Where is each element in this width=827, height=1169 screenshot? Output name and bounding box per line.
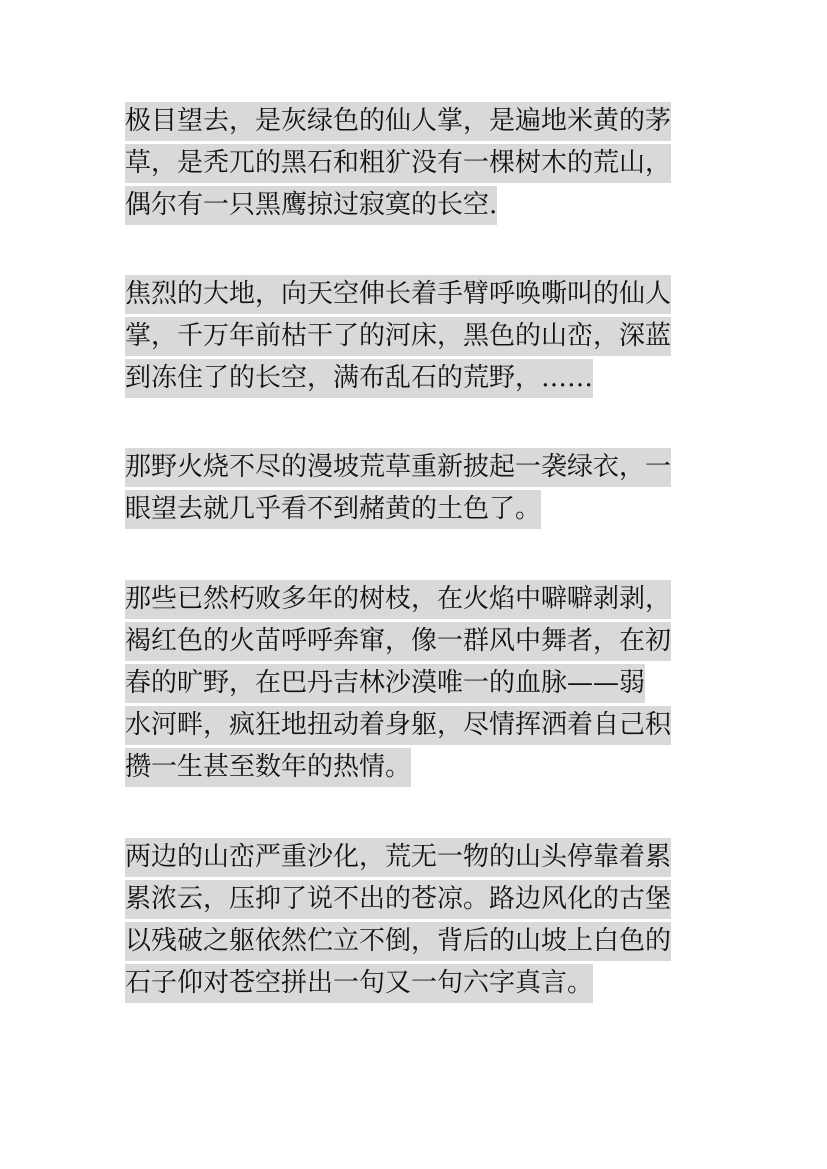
text-line	[125, 359, 715, 398]
text-line	[125, 622, 715, 661]
highlighted-text: 焦烈的大地，向天空伸长着手臂呼唤嘶叫的仙人	[125, 275, 671, 314]
highlighted-text: 石子仰对苍空拼出一句又一句六字真言。	[125, 964, 593, 1003]
text-line	[125, 706, 715, 745]
text-line	[125, 838, 715, 877]
text-line	[125, 880, 715, 919]
text-line	[125, 964, 715, 1003]
highlighted-text: 极目望去，是灰绿色的仙人掌，是遍地米黄的茅	[125, 102, 671, 141]
paragraph-3	[125, 448, 715, 532]
text-line	[125, 102, 715, 141]
highlighted-text: 两边的山峦严重沙化，荒无一物的山头停靠着累	[125, 838, 671, 877]
highlighted-text: 累浓云，压抑了说不出的苍凉。路边风化的古堡	[125, 880, 671, 919]
text-line	[125, 748, 715, 787]
highlighted-text: 掌，千万年前枯干了的河床，黑色的山峦，深蓝	[125, 317, 671, 356]
text-line	[125, 664, 715, 703]
text-line	[125, 317, 715, 356]
text-line	[125, 922, 715, 961]
paragraph-4	[125, 580, 715, 790]
highlighted-text: 偶尔有一只黑鹰掠过寂寞的长空.	[125, 186, 497, 225]
text-line	[125, 580, 715, 619]
highlighted-text: 以残破之躯依然伫立不倒，背后的山坡上白色的	[125, 922, 671, 961]
highlighted-text: 那些已然朽败多年的树枝，在火焰中噼噼剥剥，	[125, 580, 671, 619]
highlighted-text: 攒一生甚至数年的热情。	[125, 748, 411, 787]
highlighted-text: 褐红色的火苗呼呼奔窜，像一群风中舞者，在初	[125, 622, 671, 661]
text-line	[125, 448, 715, 487]
text-line	[125, 275, 715, 314]
highlighted-text: 水河畔，疯狂地扭动着身躯，尽情挥洒着自己积	[125, 706, 671, 745]
highlighted-text: 春的旷野，在巴丹吉林沙漠唯一的血脉——弱	[125, 664, 645, 703]
highlighted-text: 草，是秃兀的黑石和粗犷没有一棵树木的荒山，	[125, 144, 671, 183]
text-line	[125, 186, 715, 225]
text-line	[125, 490, 715, 529]
paragraph-2	[125, 275, 715, 401]
paragraph-5	[125, 838, 715, 1006]
highlighted-text: 到冻住了的长空，满布乱石的荒野，……	[125, 359, 593, 398]
text-line	[125, 144, 715, 183]
highlighted-text: 眼望去就几乎看不到赭黄的土色了。	[125, 490, 541, 529]
paragraph-1	[125, 102, 715, 228]
highlighted-text: 那野火烧不尽的漫坡荒草重新披起一袭绿衣，一	[125, 448, 671, 487]
